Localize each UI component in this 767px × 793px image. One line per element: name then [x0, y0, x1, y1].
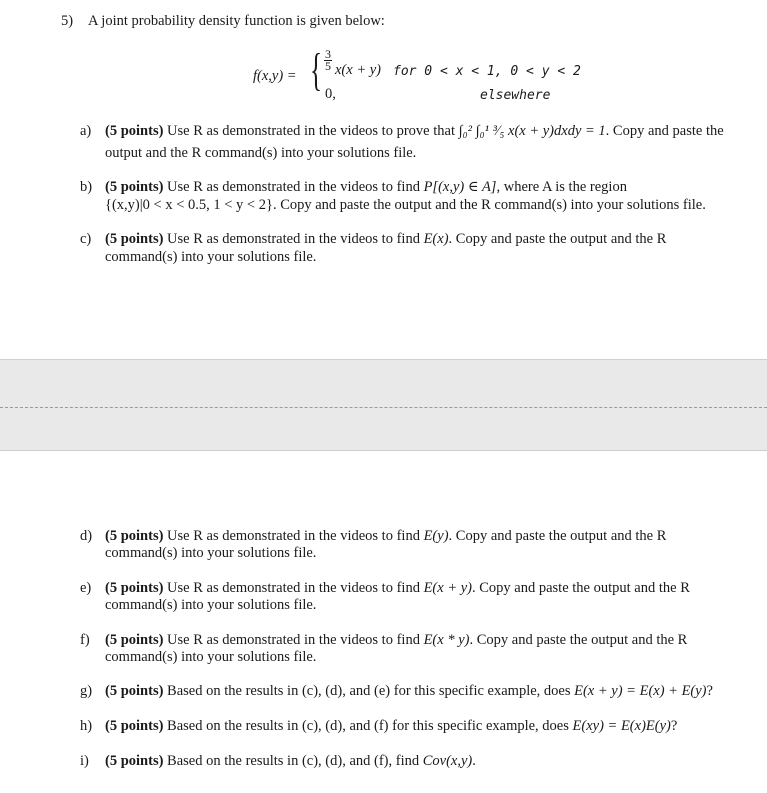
- part-label: e): [80, 580, 92, 596]
- part-text: Based on the results in (c), (d), and (f), find: [167, 753, 423, 769]
- part-text-end: . Copy and paste the: [605, 123, 724, 139]
- part-text: Use R as demonstrated in the videos to find: [167, 179, 424, 195]
- question-number: 5): [61, 13, 74, 29]
- part-label: f): [80, 632, 90, 648]
- page-break-dashed-line: [0, 407, 767, 408]
- page-break-band: [0, 360, 767, 450]
- part-text-line2: command(s) into your solutions file.: [105, 249, 317, 265]
- part-points: (5 points): [105, 580, 164, 596]
- part-points: (5 points): [105, 683, 164, 699]
- part-text-end: .: [472, 753, 476, 769]
- part-text-end: . Copy and paste the output and the R: [469, 632, 688, 648]
- part-label: i): [80, 753, 89, 769]
- part-text-line2: command(s) into your solutions file.: [105, 597, 317, 613]
- part-text-end: . Copy and paste the output and the R: [448, 528, 667, 544]
- part-text-line2: command(s) into your solutions file.: [105, 649, 317, 665]
- part-text: Based on the results in (c), (d), and (e) for this specific example, does: [167, 683, 575, 699]
- part-label: h): [80, 718, 93, 734]
- part-text-line2: command(s) into your solutions file.: [105, 545, 317, 561]
- pdf-fraction: $\frac{3}{5}$: [325, 47, 331, 73]
- part-label: c): [80, 231, 92, 247]
- pdf-case1-condition: for 0 < x < 1, 0 < y < 2: [393, 64, 581, 79]
- part-text-line2: {(x,y)|0 < x < 0.5, 1 < y < 2}. Copy and paste the output and the R command(s) into your solutions file.: [105, 197, 706, 213]
- part-math: P[(x,y) ∈ A]: [423, 179, 497, 195]
- part-math: E(xy) = E(x)E(y): [572, 718, 671, 734]
- part-points: (5 points): [105, 231, 164, 247]
- part-math: Cov(x,y): [422, 753, 473, 769]
- part-text-end: . Copy and paste the output and the R: [472, 580, 690, 596]
- part-text-end: ?: [670, 718, 678, 734]
- pdf-lhs: f(x,y) =: [253, 68, 297, 84]
- part-label: g): [80, 683, 93, 699]
- part-text: Use R as demonstrated in the videos to find: [167, 231, 424, 247]
- part-text: Use R as demonstrated in the videos to find: [167, 580, 424, 596]
- part-math: E(x + y): [423, 580, 472, 596]
- part-text-line2: output and the R command(s) into your solutions file.: [105, 145, 417, 161]
- part-text-end: ?: [706, 683, 713, 699]
- part-math: E(x): [423, 231, 449, 247]
- part-text: Based on the results in (c), (d), and (f) for this specific example, does: [167, 718, 573, 734]
- part-points: (5 points): [105, 753, 164, 769]
- part-points: (5 points): [105, 528, 164, 544]
- pdf-case2-expr: 0,: [325, 86, 336, 102]
- part-math: E(y): [423, 528, 449, 544]
- question-intro: A joint probability density function is given below:: [88, 13, 385, 29]
- page-divider-bottom: [0, 450, 767, 451]
- part-text-end: , where A is the region: [496, 179, 627, 195]
- part-math: E(x * y): [423, 632, 470, 648]
- part-points: (5 points): [105, 632, 164, 648]
- part-points: (5 points): [105, 123, 164, 139]
- part-label: d): [80, 528, 93, 544]
- part-text: Use R as demonstrated in the videos to prove that: [167, 123, 459, 139]
- part-points: (5 points): [105, 718, 164, 734]
- pdf-brace: {: [310, 44, 323, 95]
- part-label: a): [80, 123, 92, 139]
- part-text-end: . Copy and paste the output and the R: [448, 231, 667, 247]
- pdf-case1-expr: x(x + y): [335, 62, 381, 78]
- part-text: Use R as demonstrated in the videos to find: [167, 528, 424, 544]
- part-label: b): [80, 179, 93, 195]
- pdf-case2-condition: elsewhere: [480, 88, 551, 103]
- part-math: E(x + y) = E(x) + E(y): [574, 683, 707, 699]
- part-math: ∫₀² ∫₀¹ ³⁄₅ x(x + y)dxdy = 1: [458, 123, 606, 139]
- part-text: Use R as demonstrated in the videos to find: [167, 632, 424, 648]
- part-points: (5 points): [105, 179, 164, 195]
